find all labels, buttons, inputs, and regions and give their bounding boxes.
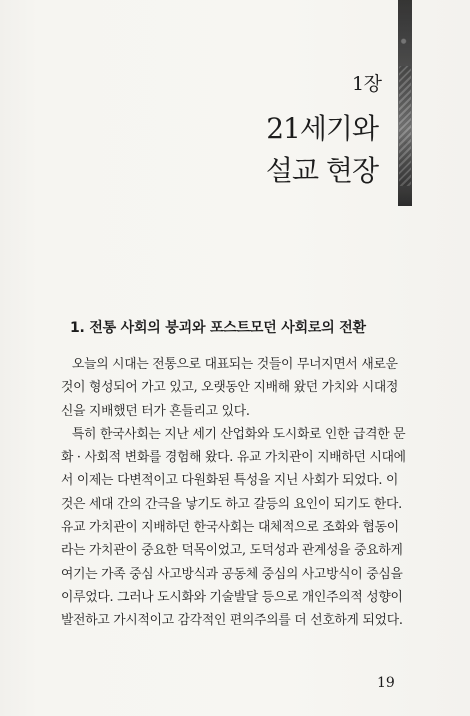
section-heading: 1. 전통 사회의 붕괴와 포스트모던 사회로의 전환 [70,320,366,336]
chapter-title-line-2: 설교 현장 [265,154,378,187]
chapter-number: 1장 [352,73,382,95]
body-text [61,353,409,633]
chapter-title-line-1: 21세기와 [266,112,378,145]
paragraph-1: 오늘의 시대는 전통으로 대표되는 것들이 무너지면서 새로운 것이 형성되어 가고 있고, 오랫동안 지배해 왔던 가치와 시대정신을 지배했던 터가 흔들리고 있다. [61,357,399,419]
paragraph-2: 특히 한국사회는 지난 세기 산업화와 도시화로 인한 급격한 문화 · 사회적 변화를 경험해 왔다. 유교 가치관이 지배하던 시대에서 이제는 다변적이고 다원화된 특성을 지닌 사회가 되었다. 이것은 세대 간의 간극을 낳기도 하고 갈등의 요인이 되기도 한다. 유교 가치관이 지배하던 한국사회는 대체적으로 조화와 협동이라는 가치관이 중요한 덕목이었고, 도덕성과 관계성을 중요하게 여기는 가족 중심 사고방식과 공동체 중심의 사고방식이 중심을 이루었다. 그러나 도시화와 기술발달 등으로 개인주의적 성향이 발전하고 가시적이고 감각적인 편의주의를 더 선호하게 되었다. [61,426,406,629]
page-number: 19 [377,675,395,691]
chapter-title [158,108,378,192]
chapter-edge-tab [398,0,412,206]
